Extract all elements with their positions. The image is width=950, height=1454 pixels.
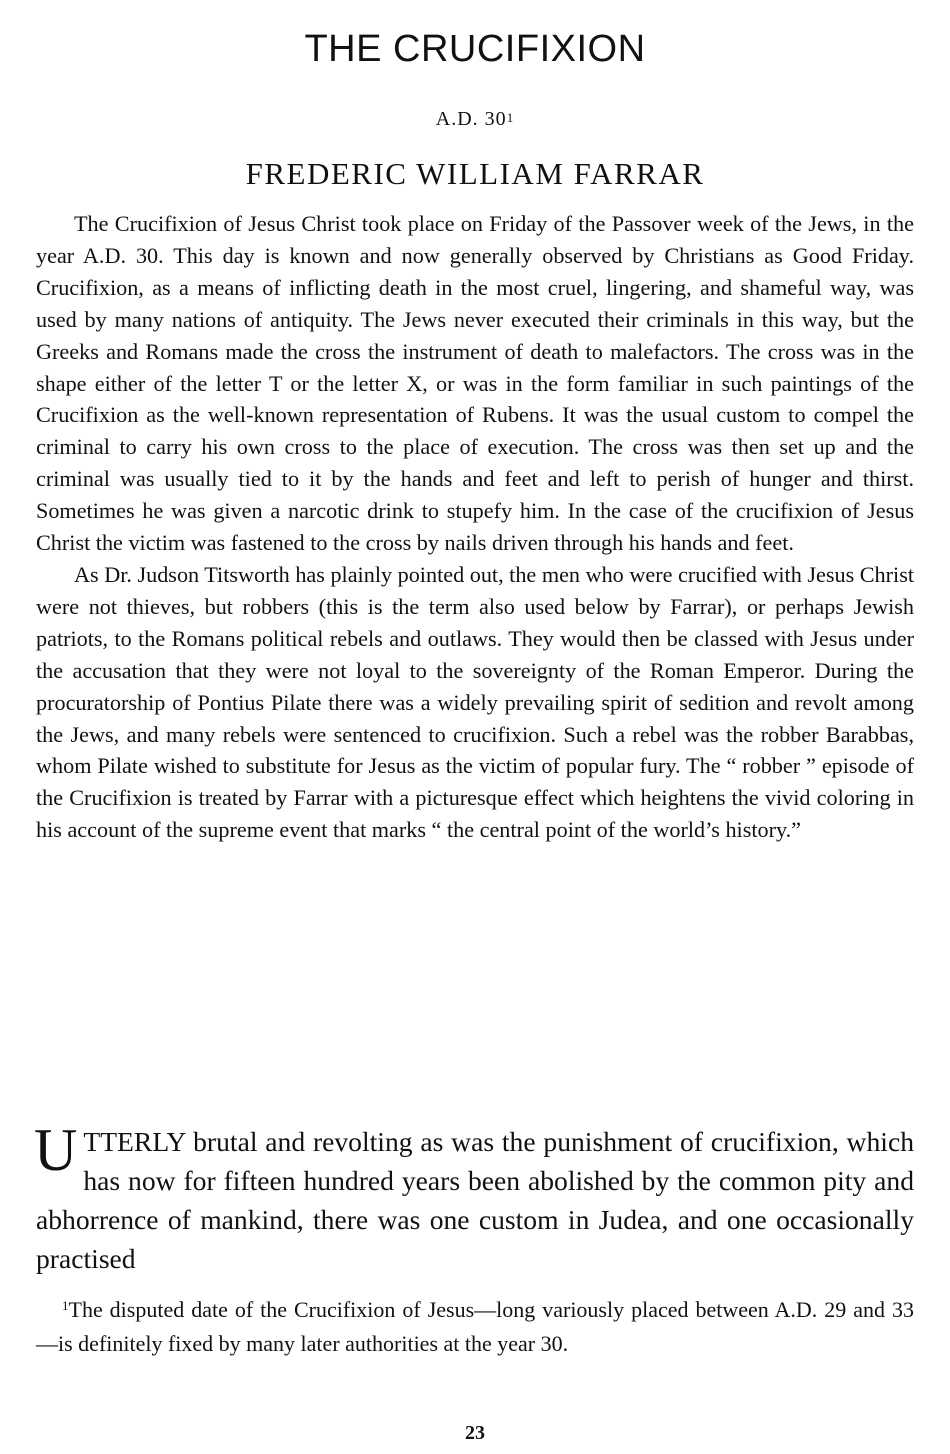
footnote bbox=[36, 1294, 914, 1359]
footnote-ref-marker[interactable]: 1 bbox=[506, 110, 515, 125]
date-text: A.D. 30 bbox=[435, 108, 507, 130]
intro-paragraph: As Dr. Judson Titsworth has plainly pointed out, the men who were crucified with Jesus Christ were not thieves, but robbers (this is the term also used below by Farrar), or perhaps Jewish patriots, to the Romans political rebels and outlaws. They would then be classed with Jesus under the accusation that they were not loyal to the sovereignty of the Roman Emperor. During the procuratorship of Pontius Pilate there was a widely prevailing spirit of sedition and revolt among the Jews, and many rebels were sentenced to crucifixion. Such a rebel was the robber Barabbas, whom Pilate wished to substitute for Jesus as the victim of popular fury. The “ robber ” episode of the Crucifixion is treated by Farrar with a picturesque effect which heightens the vivid coloring in his account of the supreme event that marks “ the central point of the world’s history.” bbox=[36, 561, 914, 843]
author-name: FREDERIC WILLIAM FARRAR bbox=[245, 156, 705, 191]
footnote-marker: 1 bbox=[62, 1298, 69, 1313]
main-paragraph bbox=[34, 1117, 914, 1278]
chapter-title: THE CRUCIFIXION bbox=[304, 28, 646, 70]
main-paragraph-text: TTERLY brutal and revolting as was the punishment of crucifixion, which has now for fifteen hundred years been abolished by the common pity and abhorrence of mankind, there was one custom in Judea, and one occasionally practised bbox=[36, 1126, 914, 1274]
introduction bbox=[36, 208, 914, 846]
intro-paragraph: The Crucifixion of Jesus Christ took place on Friday of the Passover week of the Jews, in the year A.D. 30. This day is known and now generally observed by Christians as Good Friday. Crucifixion, as a means of inflicting death in the most cruel, lingering, and shameful way, was used by many nations of antiquity. The Jews never executed their criminals in this way, but the Greeks and Romans made the cross the instrument of death to malefactors. The cross was in the shape either of the letter T or the letter X, or was in the form familiar in such paintings of the Crucifixion as the well-known representation of Rubens. It was the usual custom to compel the criminal to carry his own cross to the place of execution. The cross was then set up and the criminal was usually tied to it by the hands and feet and left to perish of hunger and thirst. Sometimes he was given a narcotic drink to stupefy him. In the case of the crucifixion of Jesus Christ the victim was fastened to the cross by nails driven through his hands and feet. bbox=[36, 211, 914, 556]
chapter-date bbox=[36, 108, 914, 131]
book-page bbox=[36, 0, 914, 1454]
page-number: 23 bbox=[465, 1422, 485, 1444]
drop-cap: U bbox=[34, 1117, 78, 1183]
main-text bbox=[34, 1117, 914, 1278]
footnote-text: The disputed date of the Crucifixion of Jesus—long variously placed between A.D. 29 and 33—is definitely fixed by many later authorities at the year 30. bbox=[36, 1297, 914, 1356]
footnote-paragraph bbox=[36, 1294, 914, 1359]
